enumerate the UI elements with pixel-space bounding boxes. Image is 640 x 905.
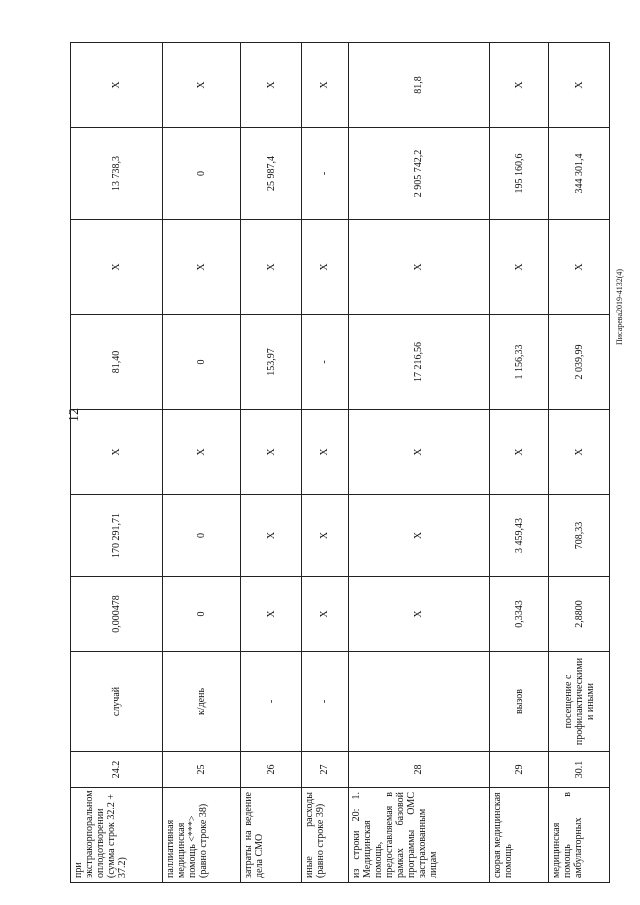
cell-c3: X: [241, 410, 302, 495]
row-unit: к/день: [162, 652, 240, 752]
cell-c6: 13 738,3: [71, 128, 163, 220]
cell-c4: 0: [162, 315, 240, 410]
cell-c6: 0: [162, 128, 240, 220]
cell-c4: 17 216,56: [348, 315, 489, 410]
cell-c4: -: [301, 315, 348, 410]
cell-c5: X: [301, 220, 348, 315]
cell-c3: X: [348, 410, 489, 495]
table-container: [70, 43, 610, 883]
table-row: [348, 43, 489, 883]
row-line-number: 27: [301, 752, 348, 788]
cell-c3: X: [490, 410, 549, 495]
cell-c3: X: [71, 410, 163, 495]
cell-c4: 2 039,99: [549, 315, 610, 410]
cell-c5: X: [348, 220, 489, 315]
row-unit: [348, 652, 489, 752]
cell-c1: 2,8800: [549, 577, 610, 652]
cell-c1: 0,3343: [490, 577, 549, 652]
cell-c6: -: [301, 128, 348, 220]
row-line-number: 25: [162, 752, 240, 788]
cell-c4: 153,97: [241, 315, 302, 410]
cell-c2: 170 291,71: [71, 495, 163, 577]
cell-c3: X: [549, 410, 610, 495]
cell-c6: 344 301,4: [549, 128, 610, 220]
row-name: паллиативная медицинская помощь <***> (равно строке 38): [162, 788, 240, 883]
cell-c1: 0: [162, 577, 240, 652]
cell-c7: 81,8: [348, 43, 489, 128]
row-name: медицинская помощь в амбулаторных: [549, 788, 610, 883]
row-name: при экстракорпоральном оплодотворении (сумма строк 32.2 + 37.2): [71, 788, 163, 883]
cell-c7: X: [71, 43, 163, 128]
cell-c5: X: [549, 220, 610, 315]
row-line-number: 29: [490, 752, 549, 788]
cell-c5: X: [71, 220, 163, 315]
row-line-number: 28: [348, 752, 489, 788]
row-line-number: 26: [241, 752, 302, 788]
row-line-number: 30.1: [549, 752, 610, 788]
page-number: 12: [67, 408, 82, 422]
cell-c2: X: [348, 495, 489, 577]
document-code: Писарева2019-4132(4): [615, 268, 624, 345]
cell-c4: 1 156,33: [490, 315, 549, 410]
cell-c4: 81,40: [71, 315, 163, 410]
row-unit: -: [241, 652, 302, 752]
cell-c7: X: [490, 43, 549, 128]
cell-c1: X: [348, 577, 489, 652]
cell-c6: 195 160,6: [490, 128, 549, 220]
row-unit: посещение с профилактическими и иными: [549, 652, 610, 752]
cell-c5: X: [490, 220, 549, 315]
cell-c6: 25 987,4: [241, 128, 302, 220]
cell-c2: 708,33: [549, 495, 610, 577]
table-row: [241, 43, 302, 883]
cell-c5: X: [162, 220, 240, 315]
cell-c1: X: [301, 577, 348, 652]
data-table: [70, 42, 610, 883]
row-name: иные расходы (равно строке 39): [301, 788, 348, 883]
table-row: [162, 43, 240, 883]
row-line-number: 24.2: [71, 752, 163, 788]
row-name: из строки 20: 1. Медицинская помощь, предоставляемая в рамках базовой программы ОМС застрахованным лицам: [348, 788, 489, 883]
cell-c2: X: [301, 495, 348, 577]
cell-c6: 2 905 742,2: [348, 128, 489, 220]
cell-c2: X: [241, 495, 302, 577]
row-name: затраты на ведение дела СМО: [241, 788, 302, 883]
row-unit: случай: [71, 652, 163, 752]
cell-c1: X: [241, 577, 302, 652]
cell-c7: X: [241, 43, 302, 128]
cell-c3: X: [301, 410, 348, 495]
cell-c7: X: [301, 43, 348, 128]
row-unit: -: [301, 652, 348, 752]
cell-c2: 0: [162, 495, 240, 577]
table-row: [301, 43, 348, 883]
table-row: [549, 43, 610, 883]
cell-c7: X: [162, 43, 240, 128]
table-row: [71, 43, 163, 883]
row-unit: вызов: [490, 652, 549, 752]
table-row: [490, 43, 549, 883]
cell-c1: 0,000478: [71, 577, 163, 652]
cell-c2: 3 459,43: [490, 495, 549, 577]
cell-c3: X: [162, 410, 240, 495]
cell-c7: X: [549, 43, 610, 128]
cell-c5: X: [241, 220, 302, 315]
row-name: скорая медицинская помощь: [490, 788, 549, 883]
